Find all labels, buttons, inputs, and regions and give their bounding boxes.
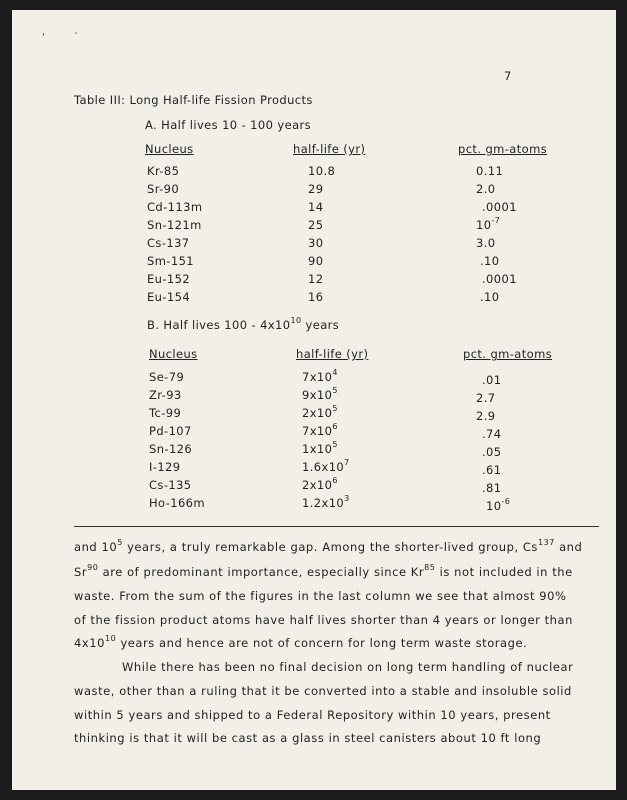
col-header-half-life: half-life (yr) bbox=[293, 142, 366, 156]
body-line: While there has been no final decision on long term handling of nuclear bbox=[122, 660, 574, 674]
table-row-pct: .61 bbox=[482, 463, 502, 477]
table-row-pct: 2.9 bbox=[476, 409, 496, 423]
document-page bbox=[12, 10, 616, 790]
table-row-half-life: 29 bbox=[308, 182, 324, 196]
table-row-half-life: $1x10^5$ bbox=[302, 440, 338, 456]
table-row-half-life: 14 bbox=[308, 200, 324, 214]
body-line: of the fission product atoms have half lives shorter than 4 years or longer than bbox=[74, 613, 573, 627]
table-row-pct: $10^{-6}$ bbox=[486, 497, 511, 513]
table-row-half-life: 16 bbox=[308, 290, 324, 304]
table-row-half-life: 30 bbox=[308, 236, 324, 250]
table-row-nucleus: Kr-85 bbox=[147, 164, 180, 178]
table-row-nucleus: Tc-99 bbox=[149, 406, 182, 420]
table-row-pct: .01 bbox=[482, 373, 502, 387]
table-row-nucleus: Eu-152 bbox=[147, 272, 191, 286]
table-row-nucleus: Pd-107 bbox=[149, 424, 192, 438]
body-line: thinking is that it will be cast as a glass in steel canisters about 10 ft long bbox=[74, 731, 542, 745]
body-line: Sr$^{90}$ are of predominant importance, especially since Kr$^{85}$ is not included in the bbox=[74, 563, 573, 579]
table-row-half-life: $7x10^4$ bbox=[302, 368, 338, 384]
table-row-pct: .0001 bbox=[482, 272, 517, 286]
table-row-nucleus: Sm-151 bbox=[147, 254, 195, 268]
table-row-half-life: $7x10^6$ bbox=[302, 422, 338, 438]
page-number: 7 bbox=[504, 69, 512, 83]
table-row-nucleus: Sr-90 bbox=[147, 182, 180, 196]
table-row-half-life: $2x10^6$ bbox=[302, 476, 338, 492]
table-row-pct: .81 bbox=[482, 481, 502, 495]
col-header-pct: pct. gm-atoms bbox=[463, 347, 553, 361]
table-row-half-life: $1.6x10^7$ bbox=[302, 458, 350, 474]
table-row-pct: .10 bbox=[480, 254, 500, 268]
col-header-pct: pct. gm-atoms bbox=[458, 142, 548, 156]
table-row-nucleus: Ho-166m bbox=[149, 496, 205, 510]
table-row-nucleus: Sn-126 bbox=[149, 442, 193, 456]
table-row-half-life: 10.8 bbox=[308, 164, 336, 178]
table-row-pct: $10^{-7}$ bbox=[476, 216, 501, 232]
scan-speck-mark: ` bbox=[74, 32, 79, 43]
body-line: and $10^5$ years, a truly remarkable gap. Among the shorter-lived group, Cs$^{137}$ and bbox=[74, 538, 583, 554]
col-header-nucleus: Nucleus bbox=[149, 347, 198, 361]
table-row-pct: 0.11 bbox=[476, 164, 504, 178]
table-row-nucleus: Cs-135 bbox=[149, 478, 192, 492]
table-divider-rule bbox=[74, 526, 599, 527]
table-row-nucleus: Sn-121m bbox=[147, 218, 202, 232]
table-row-half-life: 90 bbox=[308, 254, 324, 268]
table-row-pct: 2.7 bbox=[476, 391, 496, 405]
section-b-title: B. Half lives $100 - 4x10^{10}$ years bbox=[147, 316, 340, 332]
col-header-nucleus: Nucleus bbox=[145, 142, 194, 156]
table-row-nucleus: I-129 bbox=[149, 460, 181, 474]
table-row-pct: 3.0 bbox=[476, 236, 496, 250]
table-title: Table III: Long Half-life Fission Products bbox=[74, 93, 313, 107]
table-row-half-life: 25 bbox=[308, 218, 324, 232]
table-row-pct: .0001 bbox=[482, 200, 517, 214]
table-row-nucleus: Cd-113m bbox=[147, 200, 203, 214]
table-row-nucleus: Cs-137 bbox=[147, 236, 190, 250]
body-line: within 5 years and shipped to a Federal Repository within 10 years, present bbox=[74, 708, 551, 722]
table-row-nucleus: Zr-93 bbox=[149, 388, 182, 402]
table-row-nucleus: Eu-154 bbox=[147, 290, 191, 304]
table-row-pct: 2.0 bbox=[476, 182, 496, 196]
table-row-half-life: $9x10^5$ bbox=[302, 386, 338, 402]
body-line: waste. From the sum of the figures in the last column we see that almost 90% bbox=[74, 589, 567, 603]
table-row-nucleus: Se-79 bbox=[149, 370, 185, 384]
scan-speck-mark: ' bbox=[42, 32, 45, 43]
table-row-pct: .10 bbox=[480, 290, 500, 304]
table-row-half-life: $2x10^5$ bbox=[302, 404, 338, 420]
table-row-half-life: $1.2x10^3$ bbox=[302, 494, 350, 510]
body-line: $4x10^{10}$ years and hence are not of concern for long term waste storage. bbox=[74, 634, 528, 650]
col-header-half-life: half-life (yr) bbox=[296, 347, 369, 361]
section-a-title: A. Half lives 10 - 100 years bbox=[145, 118, 312, 132]
table-row-pct: .74 bbox=[482, 427, 502, 441]
table-row-pct: .05 bbox=[482, 445, 502, 459]
table-row-half-life: 12 bbox=[308, 272, 324, 286]
body-line: waste, other than a ruling that it be converted into a stable and insoluble solid bbox=[74, 684, 572, 698]
